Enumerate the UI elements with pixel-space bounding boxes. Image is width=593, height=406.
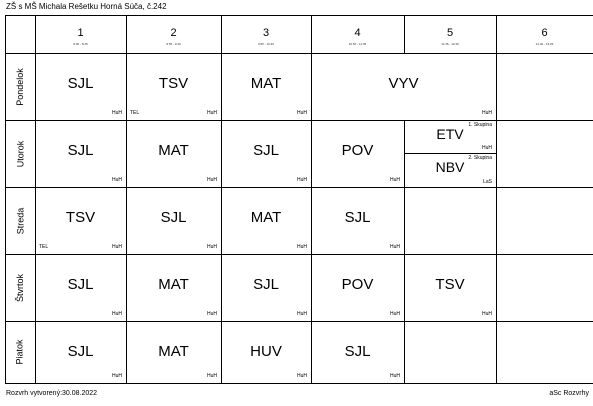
lesson-cell[interactable]: [126, 321, 221, 383]
teacher: HuH: [481, 145, 492, 151]
subject: ETV: [436, 126, 464, 142]
subject: SJL: [67, 343, 94, 360]
subject: TSV: [435, 276, 465, 293]
period-time: 10:50 - 11:35: [348, 42, 367, 46]
subject: MAT: [250, 209, 282, 226]
lesson-cell[interactable]: [311, 53, 496, 120]
subject: POV: [341, 276, 374, 293]
lesson-cell[interactable]: [126, 53, 221, 120]
period-time: 12:40 - 13:25: [535, 42, 554, 46]
subject: SJL: [344, 209, 371, 226]
subject: SJL: [67, 142, 94, 159]
lesson-cell[interactable]: [221, 254, 311, 321]
subject: MAT: [158, 142, 189, 159]
teacher: HuH: [296, 311, 307, 317]
teacher: HuH: [206, 177, 217, 183]
day-name: Štvrtok: [14, 273, 25, 302]
period-time: 8:55 - 9:40: [166, 42, 181, 46]
day-label: [5, 321, 35, 383]
period-header: [404, 15, 496, 53]
subject: TSV: [158, 75, 189, 92]
lesson-cell[interactable]: [221, 321, 311, 383]
lesson-cell[interactable]: [35, 254, 126, 321]
period-header: [311, 15, 404, 53]
grid-line: [496, 15, 497, 384]
day-label: [5, 53, 35, 120]
period-number: 3: [262, 27, 270, 39]
subject: POV: [341, 142, 374, 159]
room: TEL: [130, 110, 140, 116]
subject: SJL: [253, 276, 279, 293]
timetable-grid: [5, 15, 593, 385]
teacher: HuH: [111, 373, 122, 379]
teacher: HuH: [389, 311, 400, 317]
subject: HUV: [250, 343, 282, 360]
lesson-cell[interactable]: [311, 120, 404, 187]
teacher: LaS: [483, 179, 492, 185]
period-number: 5: [446, 27, 454, 39]
day-label: [5, 187, 35, 254]
period-header: [496, 15, 593, 53]
teacher: HuH: [206, 311, 217, 317]
teacher: HuH: [389, 373, 400, 379]
subject: TSV: [65, 209, 96, 226]
room: TEL: [39, 244, 49, 250]
teacher: HuH: [296, 177, 307, 183]
period-header: [221, 15, 311, 53]
lesson-cell-group[interactable]: [404, 120, 496, 153]
subject: NBV: [435, 159, 465, 175]
created-date: Rozvrh vytvorený:30.08.2022: [6, 390, 98, 397]
teacher: HuH: [296, 110, 307, 116]
lesson-cell[interactable]: [126, 187, 221, 254]
lesson-cell[interactable]: [221, 120, 311, 187]
subject: MAT: [158, 276, 189, 293]
lesson-cell[interactable]: [221, 187, 311, 254]
teacher: HuH: [481, 110, 492, 116]
lesson-cell[interactable]: [126, 120, 221, 187]
teacher: HuH: [389, 244, 400, 250]
lesson-cell-group[interactable]: [404, 153, 496, 187]
lesson-cell[interactable]: [221, 53, 311, 120]
teacher: HuH: [111, 177, 122, 183]
period-time: 8:00 - 8:45: [73, 42, 88, 46]
subject: SJL: [344, 343, 371, 360]
period-number: 6: [541, 27, 548, 39]
day-name: Pondelok: [15, 67, 25, 106]
day-label: [5, 120, 35, 187]
subject: MAT: [158, 343, 189, 360]
subject: SJL: [67, 276, 94, 293]
day-label: [5, 254, 35, 321]
subject: SJL: [253, 142, 279, 159]
teacher: HuH: [206, 373, 217, 379]
subject: SJL: [160, 209, 187, 226]
period-time: 11:45 - 12:30: [441, 42, 459, 46]
lesson-cell[interactable]: [35, 187, 126, 254]
teacher: HuH: [296, 244, 307, 250]
group-label: 1. Skupina: [468, 122, 492, 128]
teacher: HuH: [111, 244, 122, 250]
timetable-title: ZŠ s MŠ Michala Rešetku Horná Súča, č.242: [6, 2, 167, 11]
lesson-cell[interactable]: [311, 254, 404, 321]
period-number: 4: [354, 27, 361, 39]
lesson-cell[interactable]: [35, 120, 126, 187]
teacher: HuH: [111, 110, 122, 116]
teacher: HuH: [296, 373, 307, 379]
teacher: HuH: [111, 311, 122, 317]
subject: VYV: [388, 75, 419, 92]
period-header: [126, 15, 221, 53]
period-number: 1: [77, 27, 84, 39]
lesson-cell[interactable]: [311, 321, 404, 383]
group-label: 2. Skupina: [468, 155, 492, 161]
period-header: [35, 15, 126, 53]
subject: SJL: [67, 75, 94, 92]
lesson-cell[interactable]: [404, 254, 496, 321]
lesson-cell[interactable]: [311, 187, 404, 254]
app-credit: aSc Rozvrhy: [549, 390, 589, 397]
teacher: HuH: [206, 244, 217, 250]
grid-line: [5, 383, 593, 384]
lesson-cell[interactable]: [126, 254, 221, 321]
period-time: 9:55 - 10:40: [257, 42, 274, 46]
teacher: HuH: [481, 311, 492, 317]
lesson-cell[interactable]: [35, 53, 126, 120]
day-name: Streda: [15, 207, 25, 234]
day-name: Utorok: [14, 140, 25, 167]
lesson-cell[interactable]: [35, 321, 126, 383]
teacher: HuH: [206, 110, 217, 116]
day-name: Piatok: [14, 339, 25, 365]
period-number: 2: [170, 27, 177, 39]
subject: MAT: [250, 75, 282, 92]
teacher: HuH: [389, 177, 400, 183]
